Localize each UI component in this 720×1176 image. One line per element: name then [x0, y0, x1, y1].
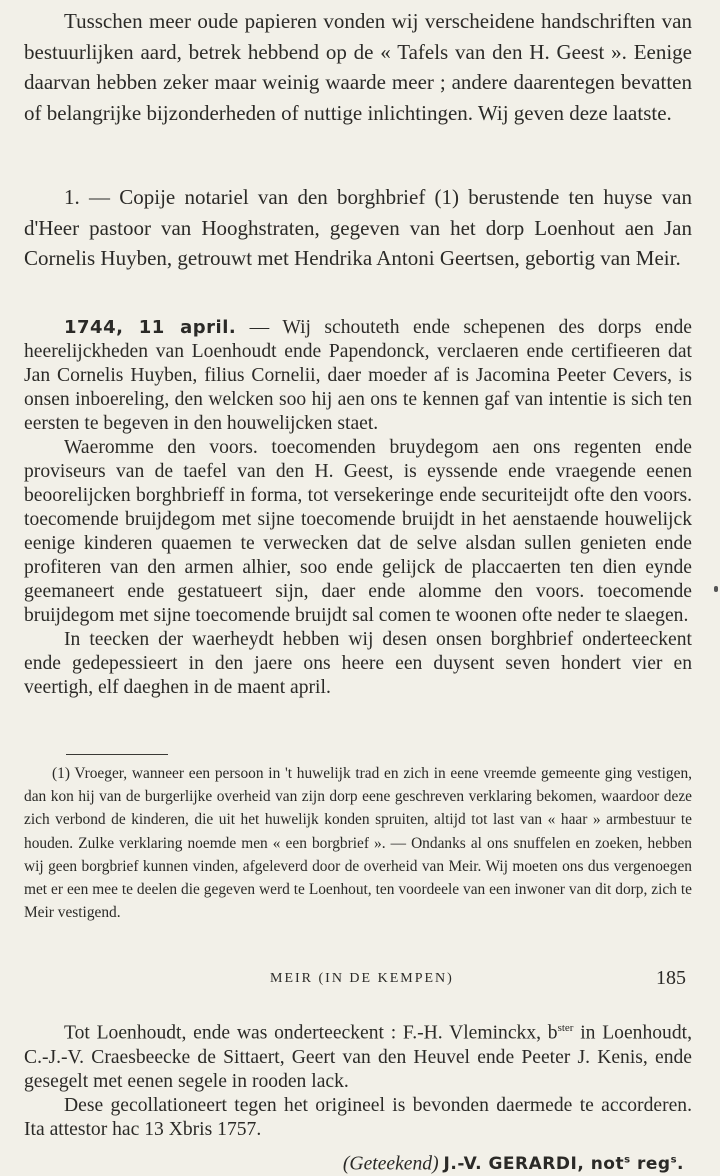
- intro-paragraph: Tusschen meer oude papieren vonden wij verscheidene handschriften van bestuurlijken aard, betrek hebbend op de « Tafels van den H. Geest ». Eenige daarvan hebben zeker maar weinig waarde meer ; andere daarentegen bevatten of belangrijke bijzonderheden of nuttige inlichtingen. Wij geven deze laatste.: [24, 9, 692, 125]
- signature-name-end: .: [677, 1154, 684, 1175]
- page-number: 185: [656, 967, 686, 989]
- footnote-text: (1) Vroeger, wanneer een persoon in 't huwelijk trad en zich in eene vreemde gemeente ging vestigen, dan kon hij van de burgerlijke overheid van zijn dorp eene geschreven verklaring bekomen, waardoor deze zich verbond de kinderen, die uit het huwelijk konden spruiten, altijd tot last van « haar » armbestuur te houden. Zulke verklaring noemde men « een borgbrief ». — Ondanks al ons snuffelen en zoeken, hebben wij geen borgbrief kunnen vinden, afgeleverd door de overheid van Meir. Wij moeten ons dus vergenoegen met er een mee te deelen die gegeven werd te Loenhout, ten voordeele van een inwoner van dit dorp, zich te Meir vestigend.: [24, 765, 692, 922]
- closing-paragraph-1: [24, 1016, 692, 1094]
- closing-superscript: ster: [557, 1022, 574, 1034]
- intro-paragraph-block: [24, 6, 692, 128]
- item-1-paragraph: 1. — Copije notariel van den borghbrief (1) berustende ten huyse van d'Heer pastoor van Hooghstraten, gegeven van het dorp Loenhout aen Jan Cornelis Huyben, getrouwt met Hendrika Antoni Geertsen, gebortig van Meir.: [24, 185, 692, 270]
- footnote-divider: [66, 754, 168, 755]
- running-header: [24, 967, 692, 995]
- deed-date: 1744, 11 april.: [64, 317, 237, 338]
- deed-text: [24, 316, 692, 700]
- signature-name-text: J.-V. GERARDI, not: [443, 1154, 625, 1175]
- closing-block: [24, 1016, 692, 1176]
- signature-name-mid: reg: [630, 1154, 671, 1175]
- signature-sup-1: s: [624, 1154, 631, 1166]
- deed-paragraph-1-text: — Wij schouteth ende schepenen des dorps ende heerelijckheden van Loenhoudt ende Papendonck, verclaeren ende certifieeren dat Jan Cornelis Huyben, filius Cornelii, daer moeder af is Jacomina Peeter Cevers, is onsen inboereling, den welcken soo hij aen ons te kennen gaf van intentie is sich ten eersten te begeven in den houwelijcken staet.: [24, 317, 692, 434]
- signature-name: [444, 1154, 684, 1174]
- margin-mark: [714, 586, 718, 592]
- running-header-title: MEIR (IN DE KEMPEN): [270, 971, 454, 986]
- deed-paragraph-3: In teecken der waerheydt hebben wij desen onsen borghbrief onderteeckent ende gedepessieert in den jaere ons heere een duysent seven hondert vier en veertigh, elf daeghen in de maent april.: [24, 629, 692, 698]
- closing-signatories-rest: in Loenhoudt, C.-J.-V. Craesbeecke de Sittaert, Geert van den Heuvel ende Peeter J. Kenis, ende gesegelt met eenen segele in rooden lack.: [24, 1022, 692, 1092]
- deed-paragraph-2: Waeromme den voors. toecomenden bruydegom aen ons regenten ende proviseurs van de taefel van den H. Geest, is eyssende ende vraegende eenen beoorelijcken borghbrieff in forma, tot versekeringe ende securiteijdt ofte den voors. toecomende bruijdegom met sijne toecomende bruijdt in het aenstaende houwelijck eenige kinderen quaemen te verwecken dat de selve alsdan sullen genieten ende profiteren van den armen alhier, soo ende gelijck de placcaerten ten dien eynde geemaneert ende gestatueert sijn, daer ende alomme den voors. toecomende bruijdegom met sijne toecomende bruijdt sal comen te woonen ofte neder te slaegen.: [24, 437, 692, 626]
- closing-paragraph-2: Dese gecollationeert tegen het origineel is bevonden daermede te accorderen. Ita attestor hac 13 Xbris 1757.: [24, 1095, 692, 1141]
- signature-sup-2: s: [670, 1154, 678, 1166]
- closing-signatories: Tot Loenhoudt, ende was onderteeckent : F.-H. Vleminckx, b: [64, 1022, 558, 1044]
- signature-line: [24, 1149, 692, 1176]
- footnote-block: [24, 762, 692, 924]
- deed-paragraph-1: [24, 316, 692, 436]
- signature-prefix: (Geteekend): [342, 1153, 439, 1175]
- item-1-block: [24, 182, 692, 274]
